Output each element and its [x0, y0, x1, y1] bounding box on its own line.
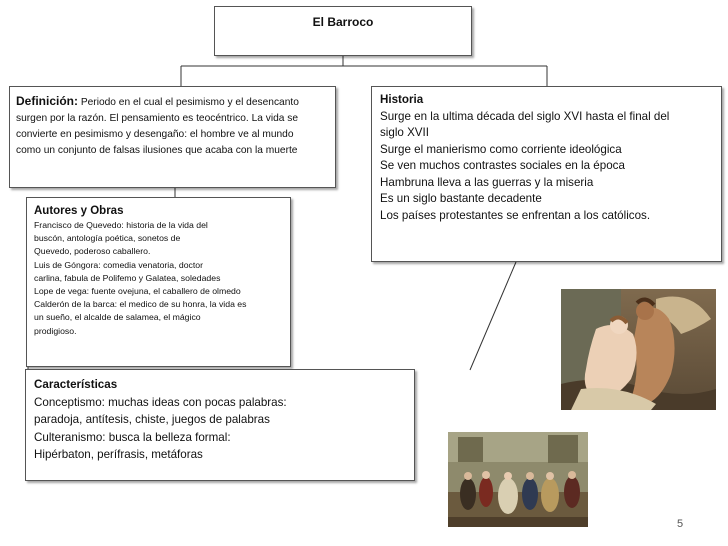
historia-line: Es un siglo bastante decadente	[380, 192, 542, 205]
historia-line: Surge el manierismo como corriente ideológica	[380, 142, 622, 156]
autores-line: un sueño, el alcalde de salamea, el mágico	[34, 312, 201, 323]
page-title: El Barroco	[312, 15, 374, 29]
autores-line: buscón, antología poética, sonetos de	[34, 233, 181, 244]
historia-line: Se ven muchos contrastes sociales en la época	[380, 159, 625, 172]
autores-line: carlina, fabula de Polifemo y Galatea, soledades	[34, 272, 221, 283]
definicion-line-3: convierte en pesimismo y desengaño: el hombre ve al mundo	[16, 129, 294, 140]
baroque-painting-court	[448, 432, 588, 527]
autores-heading: Autores y Obras	[34, 205, 124, 217]
page-number: 5	[677, 518, 684, 530]
autores-box	[26, 197, 291, 367]
autores-line: Quevedo, poderoso caballero.	[34, 246, 151, 257]
historia-box	[371, 86, 722, 262]
caracteristicas-line: paradoja, antítesis, chiste, juegos de palabras	[34, 413, 270, 426]
definicion-line-2: surgen por la razón. El pensamiento es teocéntrico. La vida se	[16, 113, 299, 124]
caracteristicas-line: Culteranismo: busca la belleza formal:	[34, 430, 231, 444]
caracteristicas-line: Conceptismo: muchas ideas con pocas palabras:	[34, 395, 287, 409]
autores-line: Luis de Góngora: comedia venatoria, doctor	[34, 259, 204, 270]
historia-line: Surge en la ultima década del siglo XVI hasta el final del	[380, 109, 670, 123]
definicion-box	[9, 86, 336, 188]
baroque-painting-couple	[561, 289, 716, 410]
caracteristicas-box	[25, 369, 415, 481]
autores-line: Calderón de la barca: el medico de su honra, la vida es	[34, 299, 247, 310]
historia-line: siglo XVII	[380, 126, 429, 139]
historia-line: Hambruna lleva a las guerras y la miseria	[380, 175, 594, 189]
caracteristicas-heading: Características	[34, 378, 118, 391]
historia-heading: Historia	[380, 93, 424, 106]
historia-line: Los países protestantes se enfrentan a los católicos.	[380, 208, 651, 222]
autores-line: Lope de vega: fuente ovejuna, el caballero de olmedo	[34, 286, 241, 297]
definicion-label: Definición:	[16, 94, 78, 108]
definicion-line-1	[16, 93, 329, 111]
title-box	[214, 6, 472, 56]
definicion-line-4: como un conjunto de falsas ilusiones que acaba con la muerte	[16, 145, 298, 156]
autores-line: prodigioso.	[34, 325, 77, 336]
caracteristicas-line: Hipérbaton, perífrasis, metáforas	[34, 448, 203, 461]
autores-line: Francisco de Quevedo: historia de la vida del	[34, 220, 208, 230]
definicion-text: Periodo en el cual el pesimismo y el desencanto	[80, 97, 299, 108]
